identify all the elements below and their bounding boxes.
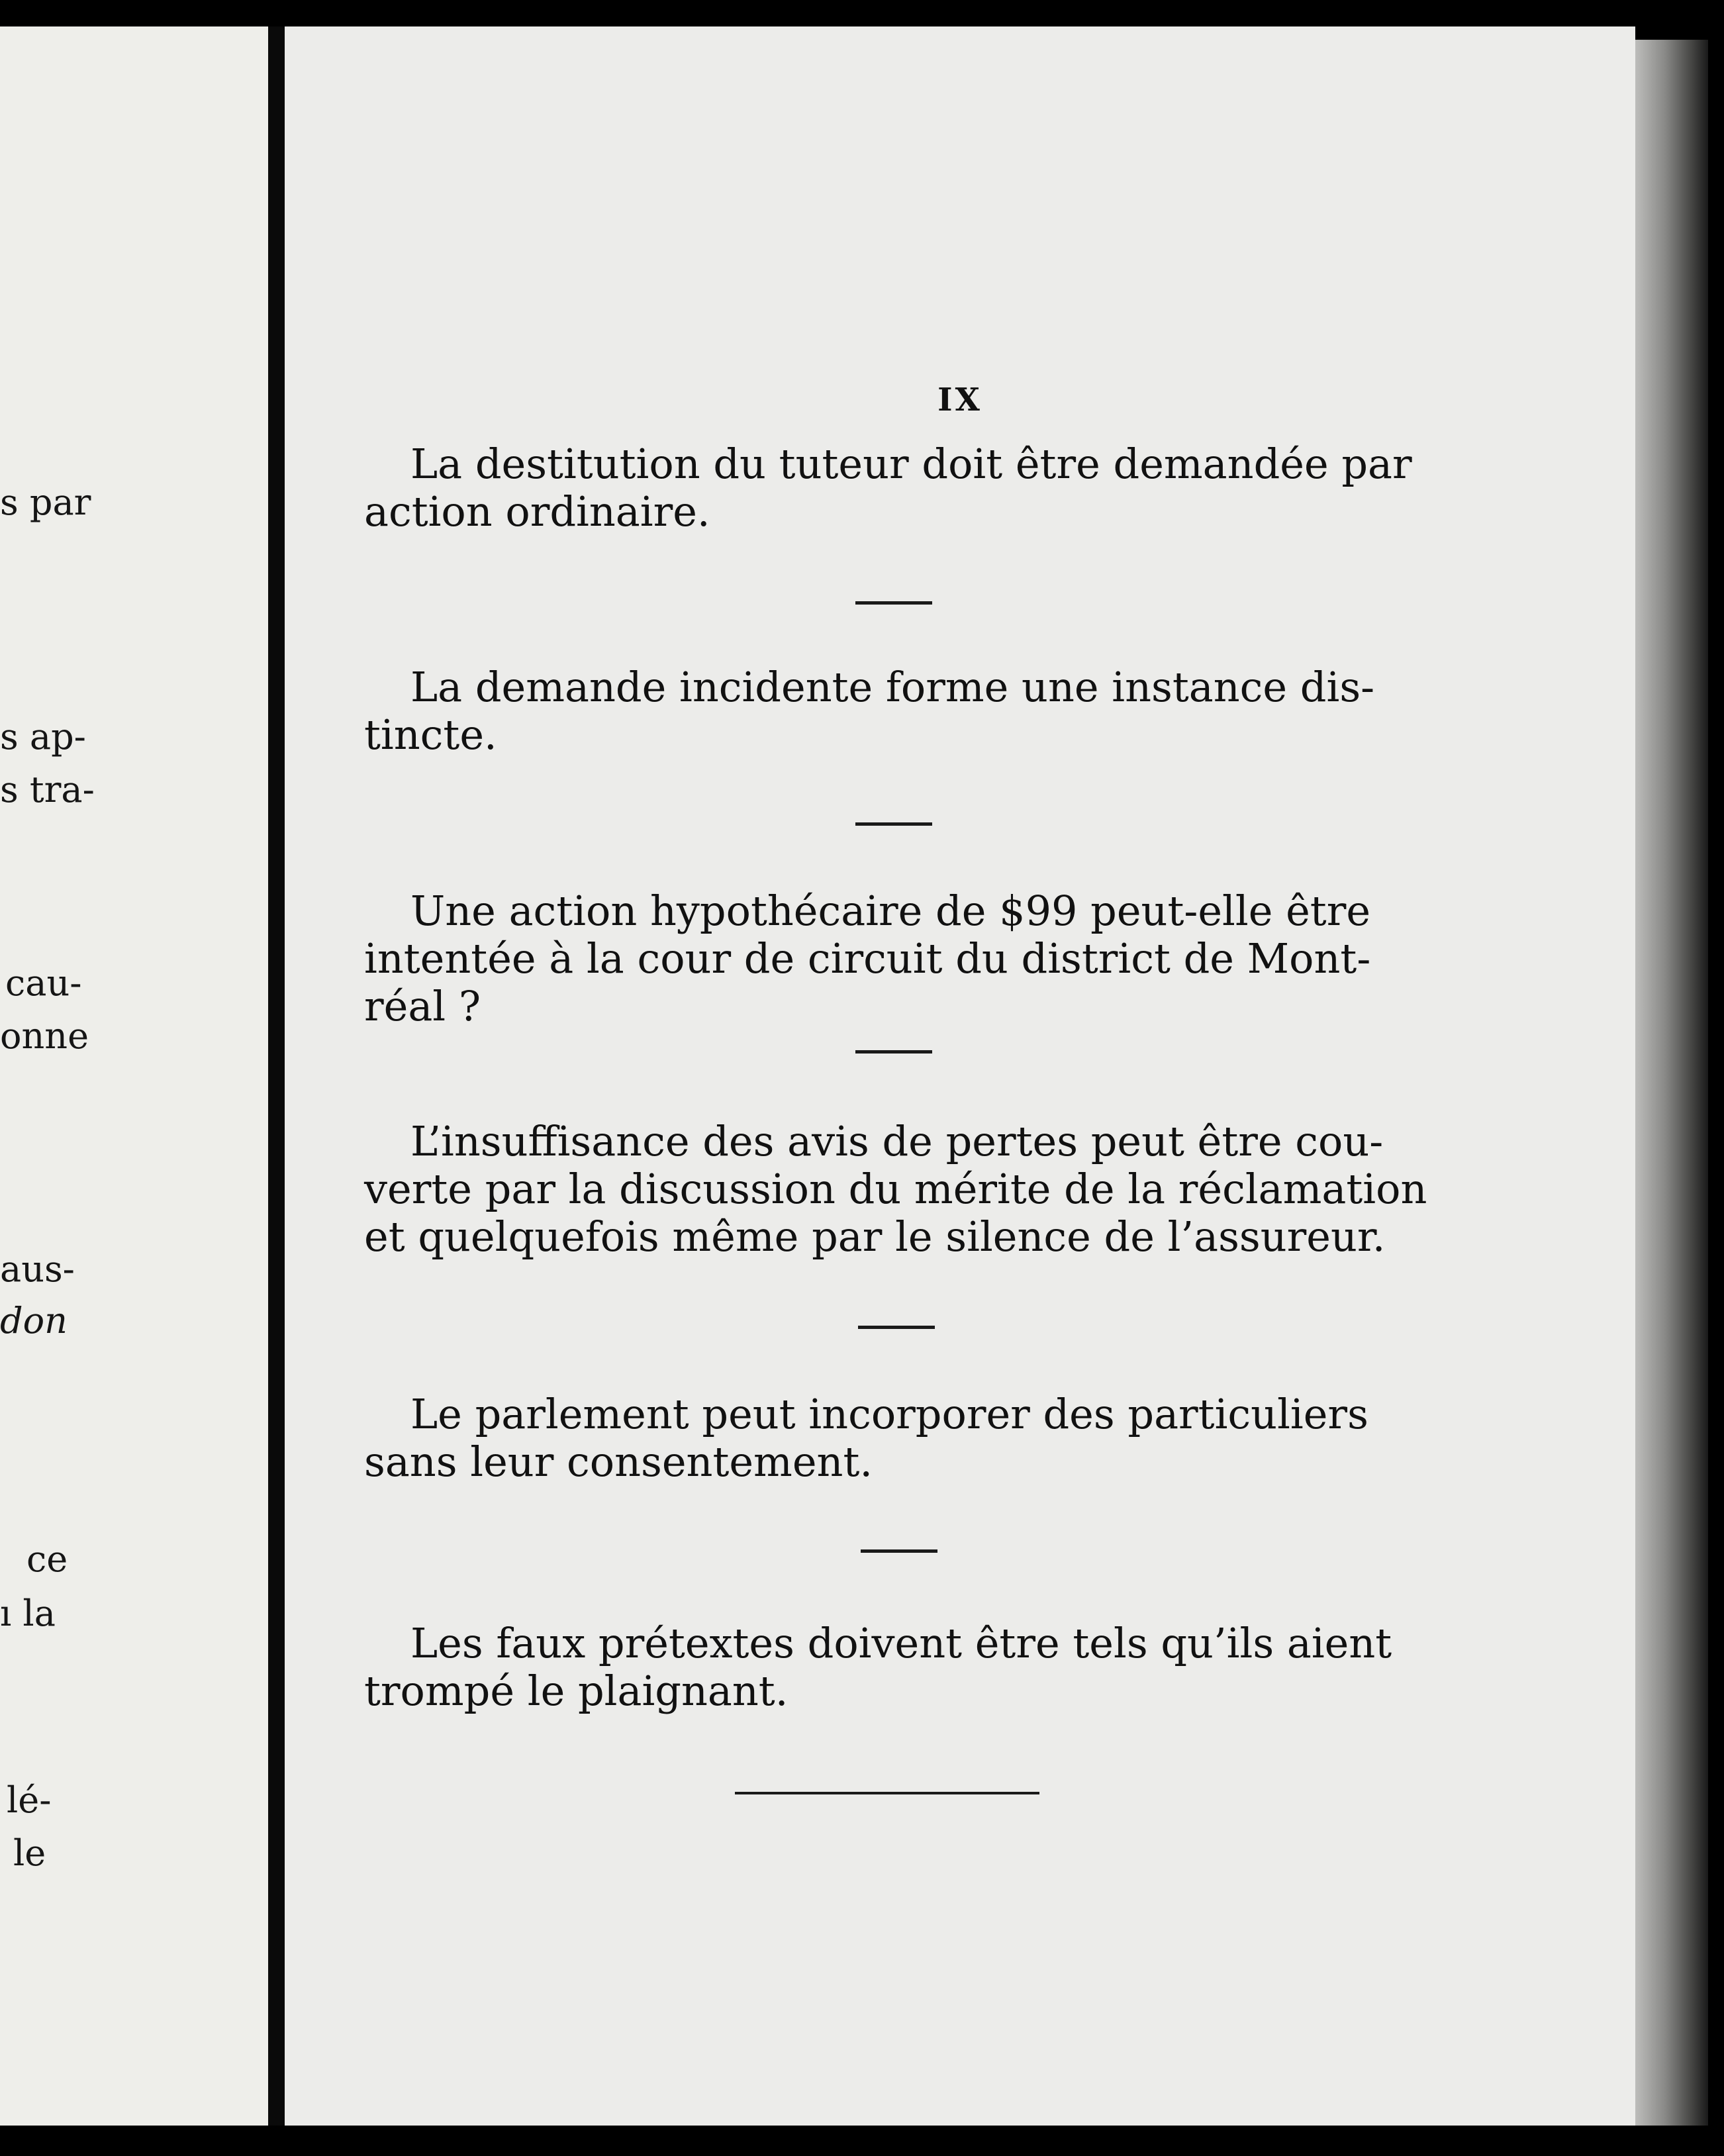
left-fragment-1: s ap- xyxy=(0,716,86,758)
page-edge-shadow xyxy=(1635,40,1708,2126)
section-separator xyxy=(855,601,932,605)
paragraph-line: L’insuffisance des avis de pertes peut être cou- xyxy=(410,1117,1384,1165)
left-fragment-9: lé- xyxy=(7,1779,52,1821)
closing-rule xyxy=(735,1792,1039,1794)
paragraph-line: Le parlement peut incorporer des particuliers xyxy=(410,1390,1368,1438)
section-separator xyxy=(855,1050,932,1054)
book-gutter xyxy=(268,26,285,2126)
left-fragment-6: don xyxy=(0,1300,68,1342)
paragraph-line: La demande incidente forme une instance dis- xyxy=(410,663,1375,711)
paragraph-4 xyxy=(364,1117,1668,1261)
left-fragment-8: ı la xyxy=(0,1592,56,1634)
left-fragment-3: cau- xyxy=(5,962,82,1004)
paragraph-line: réal ? xyxy=(364,982,481,1030)
left-fragment-7: ce xyxy=(26,1538,68,1580)
paragraph-line: Les faux prétextes doivent être tels qu’ils aient xyxy=(410,1619,1392,1667)
paragraph-line: action ordinaire. xyxy=(364,487,710,536)
paragraph-line: verte par la discussion du mérite de la réclamation xyxy=(364,1165,1427,1213)
previous-page-fragment xyxy=(0,26,271,2126)
page-number: IX xyxy=(937,381,982,418)
paragraph-line: intentée à la cour de circuit du district de Mont- xyxy=(364,934,1371,983)
paragraph-1 xyxy=(364,440,1668,536)
paragraph-6 xyxy=(364,1619,1668,1715)
left-fragment-4: onne xyxy=(0,1015,89,1057)
paragraph-line: sans leur consentement. xyxy=(364,1438,873,1486)
paragraph-line: tincte. xyxy=(364,710,497,759)
section-separator xyxy=(858,1326,935,1329)
left-fragment-2: s tra- xyxy=(0,769,95,810)
paragraph-line: trompé le plaignant. xyxy=(364,1667,789,1715)
paragraph-line: La destitution du tuteur doit être demandée par xyxy=(410,440,1412,488)
current-page xyxy=(285,26,1635,2126)
paragraph-line: et quelquefois même par le silence de l’assureur. xyxy=(364,1212,1386,1261)
section-separator xyxy=(861,1549,937,1553)
left-fragment-0: s par xyxy=(0,481,91,523)
paragraph-5 xyxy=(364,1390,1668,1486)
paragraph-3 xyxy=(364,887,1668,1030)
section-separator xyxy=(855,822,932,826)
left-fragment-5: aus- xyxy=(0,1248,75,1290)
paragraph-line: Une action hypothécaire de $99 peut-elle être xyxy=(410,887,1371,935)
left-fragment-10: le xyxy=(13,1832,46,1874)
paragraph-2 xyxy=(364,663,1668,759)
